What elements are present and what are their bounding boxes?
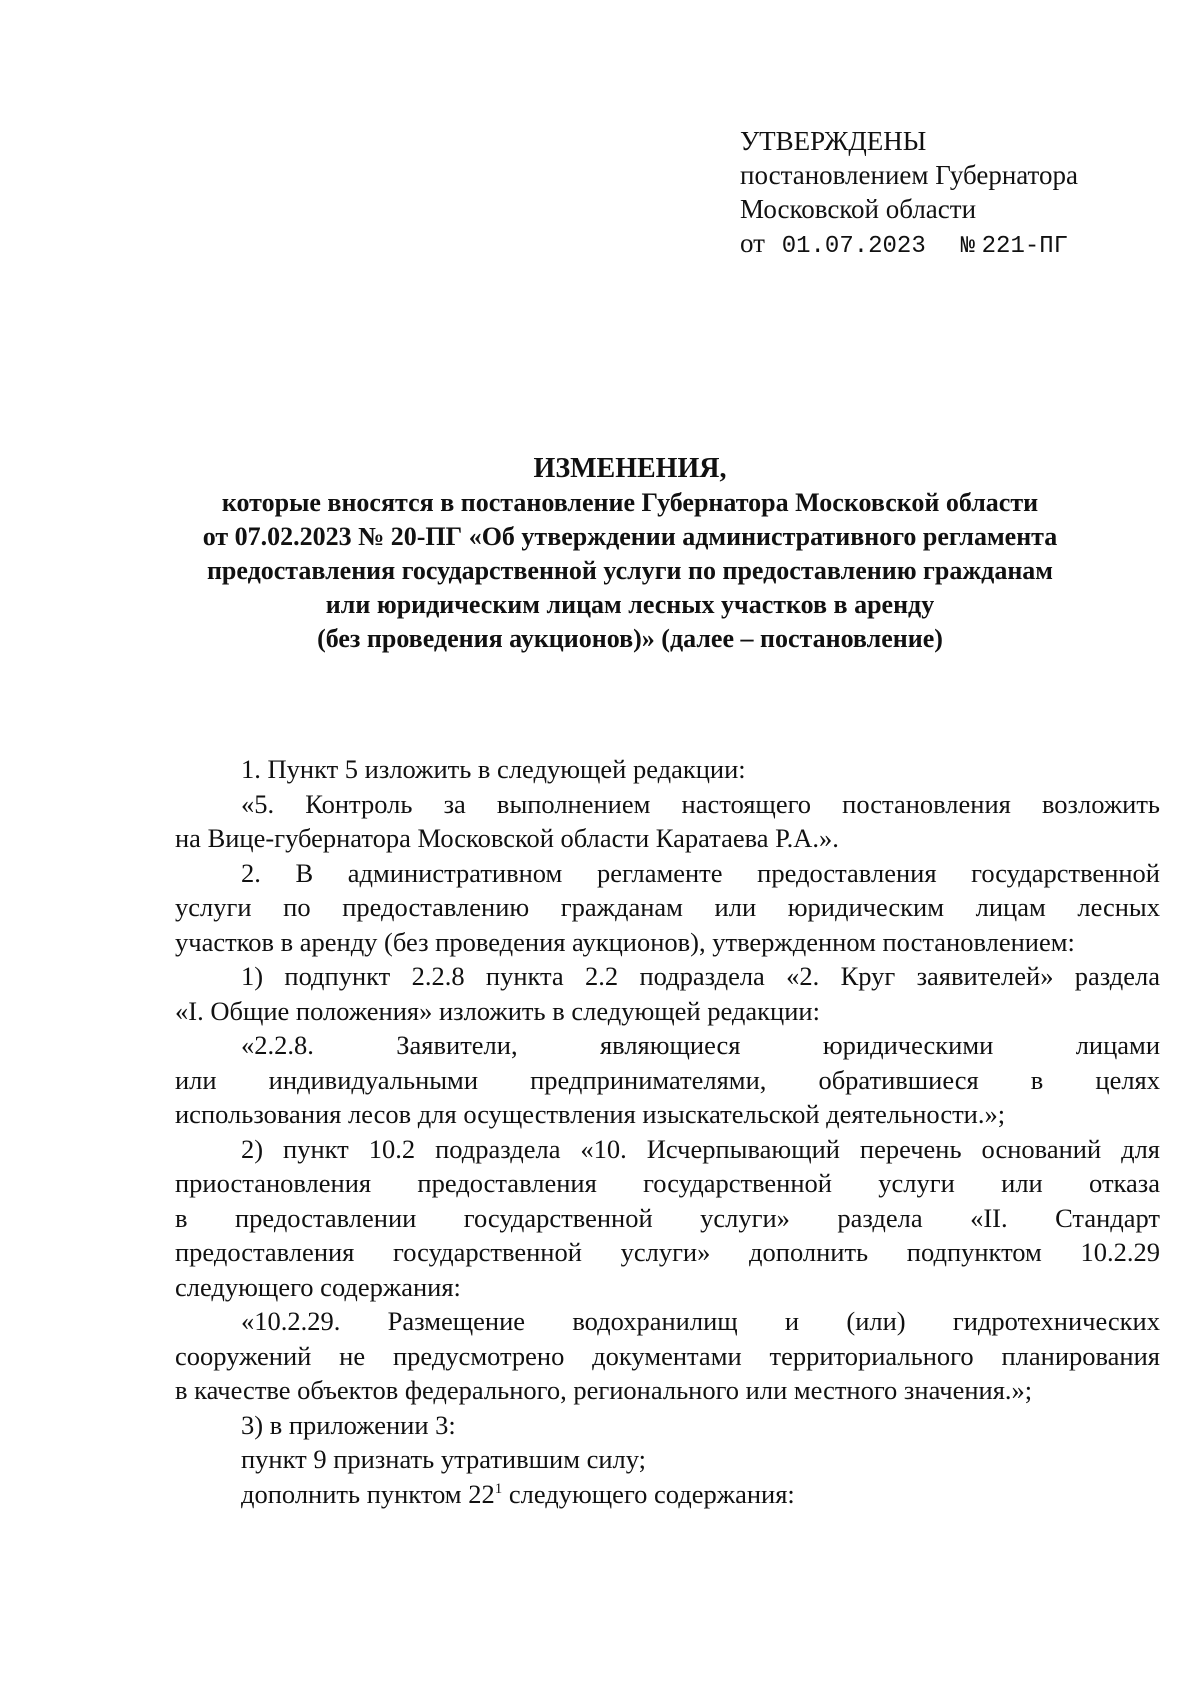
approval-line-region: Московской области — [740, 194, 977, 224]
paragraph-3-line-2: услуги по предоставлению гражданам или юридическим лицам лесных — [175, 892, 1160, 922]
paragraph-5-line-3: использования лесов для осуществления изыскательской деятельности.»; — [175, 1099, 1006, 1129]
title-line-1: которые вносятся в постановление Губернатора Московской области — [221, 488, 1039, 517]
title-line-5: (без проведения аукционов)» (далее – постановление) — [317, 624, 943, 653]
approval-heading: УТВЕРЖДЕНЫ — [740, 126, 927, 156]
document-title-block — [150, 452, 1110, 656]
approval-line-decree: постановлением Губернатора — [740, 160, 1078, 190]
paragraph-6-line-2: приостановления предоставления государственной услуги или отказа — [175, 1168, 1160, 1198]
approval-from-label: от — [740, 228, 765, 258]
paragraph-6-line-3: в предоставлении государственной услуги» раздела «II. Стандарт — [175, 1202, 1160, 1233]
paragraph-8-text: 3) в приложении 3: — [241, 1409, 456, 1440]
approval-stamp-block — [740, 124, 1078, 264]
paragraph-5-line-1: «2.2.8. Заявители, являющиеся юридическими лицами — [241, 1030, 1160, 1060]
paragraph-7-line-1: «10.2.29. Размещение водохранилищ и (или) гидротехнических — [241, 1306, 1160, 1336]
paragraph-3 — [175, 856, 1160, 960]
title-line-2: от 07.02.2023 № 20-ПГ «Об утверждении административного регламента — [202, 522, 1058, 551]
paragraph-10-text-a: дополнить пунктом 22 — [241, 1478, 495, 1509]
paragraph-6-line-4: предоставления государственной услуги» дополнить подпунктом 10.2.29 — [175, 1237, 1160, 1267]
paragraph-3-line-3: участков в аренду (без проведения аукционов), утвержденном постановлением: — [175, 926, 1075, 957]
paragraph-5-line-2: или индивидуальными предпринимателями, обратившиеся в целях — [175, 1064, 1160, 1095]
paragraph-2 — [175, 787, 1160, 856]
paragraph-10-superscript: 1 — [494, 1480, 503, 1497]
paragraph-7-line-2: сооружений не предусмотрено документами территориального планирования — [175, 1340, 1160, 1371]
paragraph-1-text: 1. Пункт 5 изложить в следующей редакции: — [241, 754, 746, 784]
approval-line-date-number — [740, 226, 1078, 264]
paragraph-10-text-b: следующего содержания: — [502, 1478, 795, 1509]
paragraph-10 — [175, 1477, 1160, 1512]
paragraph-6-line-5: следующего содержания: — [175, 1271, 461, 1302]
paragraph-4 — [175, 959, 1160, 1028]
approval-number-sign: № — [960, 233, 975, 260]
paragraph-1 — [175, 752, 1160, 787]
paragraph-6 — [175, 1132, 1160, 1305]
paragraph-9-text: пункт 9 признать утратившим силу; — [241, 1444, 647, 1474]
paragraph-8 — [175, 1408, 1160, 1443]
paragraph-7-line-3: в качестве объектов федерального, регионального или местного значения.»; — [175, 1375, 1033, 1405]
paragraph-4-line-2: «I. Общие положения» изложить в следующей редакции: — [175, 995, 820, 1026]
paragraph-5 — [175, 1028, 1160, 1132]
paragraph-3-line-1: 2. В административном регламенте предоставления государственной — [241, 857, 1160, 888]
paragraph-2-line-2: на Вице-губернатора Московской области Каратаева Р.А.». — [175, 823, 839, 853]
title-line-4: или юридическим лицам лесных участков в аренду — [325, 590, 935, 619]
approval-number: 221-ПГ — [981, 233, 1069, 260]
paragraph-7 — [175, 1304, 1160, 1408]
document-title: ИЗМЕНЕНИЯ, — [533, 453, 727, 484]
title-line-3: предоставления государственной услуги по предоставлению гражданам — [206, 556, 1054, 585]
paragraph-2-line-1: «5. Контроль за выполнением настоящего постановления возложить — [241, 788, 1160, 819]
paragraph-9 — [175, 1442, 1160, 1477]
paragraph-6-line-1: 2) пункт 10.2 подраздела «10. Исчерпывающий перечень оснований для — [241, 1133, 1160, 1164]
document-body — [175, 752, 1160, 1511]
approval-date: 01.07.2023 — [781, 233, 926, 260]
paragraph-4-line-1: 1) подпункт 2.2.8 пункта 2.2 подраздела «2. Круг заявителей» раздела — [241, 961, 1160, 991]
